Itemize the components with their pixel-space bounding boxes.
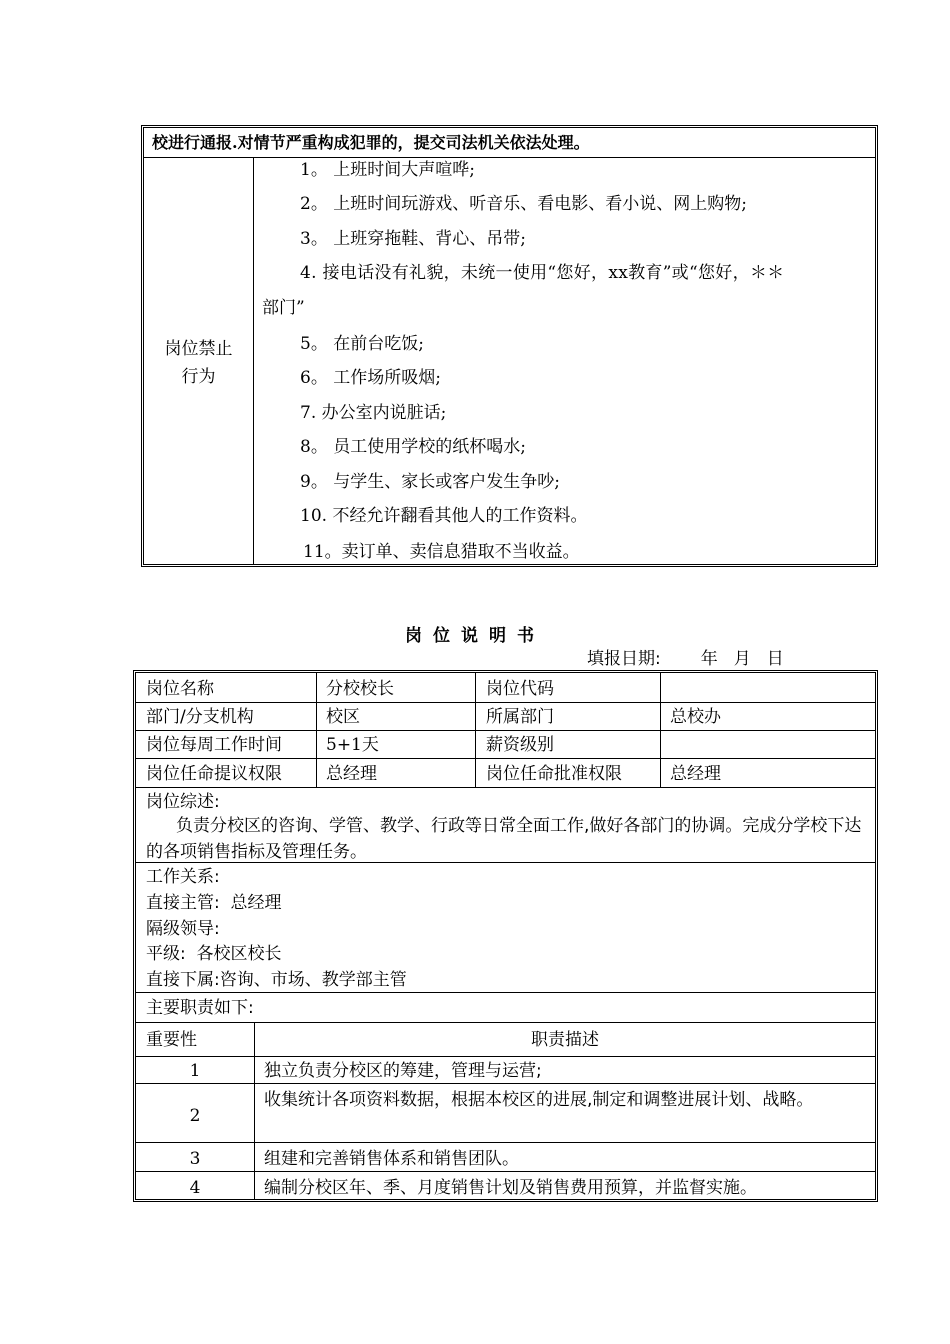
prohibited-item: 1。 上班时间大声喧哗; <box>300 160 475 180</box>
prohibited-label-line1: 岗位禁止 <box>164 339 233 359</box>
field-label: 岗位每周工作时间 <box>146 735 282 755</box>
prohibited-item: 5。 在前台吃饭; <box>300 334 424 354</box>
prohibited-item: 10. 不经允许翻看其他人的工作资料。 <box>300 506 588 526</box>
duty-importance: 1 <box>189 1061 201 1081</box>
summary-label: 岗位综述: <box>146 792 220 812</box>
duties-label: 主要职责如下: <box>146 998 254 1018</box>
job-description-title: 岗位说明书 <box>405 626 545 646</box>
duty-desc: 收集统计各项资料数据，根据本校区的进展,制定和调整进展计划、战略。 <box>264 1090 814 1110</box>
field-label: 岗位名称 <box>146 679 214 699</box>
prohibited-item: 部门” <box>262 298 305 318</box>
peers: 平级: 各校区校长 <box>146 944 282 964</box>
field-value: 总经理 <box>326 764 377 784</box>
fill-date-label: 填报日期: <box>587 649 661 669</box>
prohibited-item: 8。 员工使用学校的纸杯喝水; <box>300 437 526 457</box>
duty-desc: 编制分校区年、季、月度销售计划及销售费用预算，并监督实施。 <box>264 1178 757 1198</box>
prohibited-item: 3。 上班穿拖鞋、背心、吊带; <box>300 229 526 249</box>
duty-importance: 4 <box>189 1178 201 1198</box>
duty-desc: 独立负责分校区的筹建，管理与运营; <box>264 1061 542 1081</box>
field-label: 薪资级别 <box>486 735 554 755</box>
duties-header-importance: 重要性 <box>146 1030 197 1050</box>
notice-text: 校进行通报.对情节严重构成犯罪的，提交司法机关依法处理。 <box>144 128 875 158</box>
fill-date <box>587 644 784 669</box>
field-label: 岗位任命批准权限 <box>486 764 622 784</box>
fill-date-day: 日 <box>766 649 784 669</box>
direct-reports: 直接下属:咨询、市场、教学部主管 <box>146 970 407 990</box>
prohibited-label <box>144 335 253 391</box>
prohibited-item: 4. 接电话没有礼貌，未统一使用“您好，xx教育”或“您好，＊＊ <box>300 263 785 283</box>
field-value: 分校校长 <box>326 679 394 699</box>
field-label: 岗位任命提议权限 <box>146 764 282 784</box>
field-label: 岗位代码 <box>486 679 554 699</box>
fill-date-year: 年 <box>700 649 718 669</box>
field-label: 所属部门 <box>486 707 554 727</box>
prohibited-label-cell <box>144 158 254 564</box>
prohibited-item: 11。卖订单、卖信息猎取不当收益。 <box>303 542 580 562</box>
prohibited-item: 6。 工作场所吸烟; <box>300 368 441 388</box>
field-value: 5+1天 <box>326 735 379 755</box>
summary-text: 负责分校区的咨询、学管、教学、行政等日常全面工作,做好各部门的协调。完成分学校下达的各项销售指标及管理任务。 <box>146 816 862 862</box>
field-value: 校区 <box>326 707 360 727</box>
field-value: 总经理 <box>670 764 721 784</box>
skip-level-leader: 隔级领导: <box>146 919 220 939</box>
fill-date-month: 月 <box>733 649 751 669</box>
prohibited-item: 2。 上班时间玩游戏、听音乐、看电影、看小说、网上购物; <box>300 194 747 214</box>
relations-label: 工作关系: <box>146 867 220 887</box>
duty-importance: 3 <box>189 1149 201 1169</box>
duty-importance: 2 <box>189 1106 201 1126</box>
prohibited-behaviors-table <box>141 125 878 567</box>
duties-header-desc: 职责描述 <box>531 1030 599 1050</box>
prohibited-label-line2: 行为 <box>181 367 216 387</box>
direct-supervisor: 直接主管: 总经理 <box>146 893 282 913</box>
prohibited-list <box>254 158 875 564</box>
prohibited-item: 7. 办公室内说脏话; <box>300 403 447 423</box>
prohibited-item: 9。 与学生、家长或客户发生争吵; <box>300 472 560 492</box>
job-description-table <box>133 670 878 1202</box>
field-value: 总校办 <box>670 707 721 727</box>
field-label: 部门/分支机构 <box>146 707 254 727</box>
duty-desc: 组建和完善销售体系和销售团队。 <box>264 1149 519 1169</box>
